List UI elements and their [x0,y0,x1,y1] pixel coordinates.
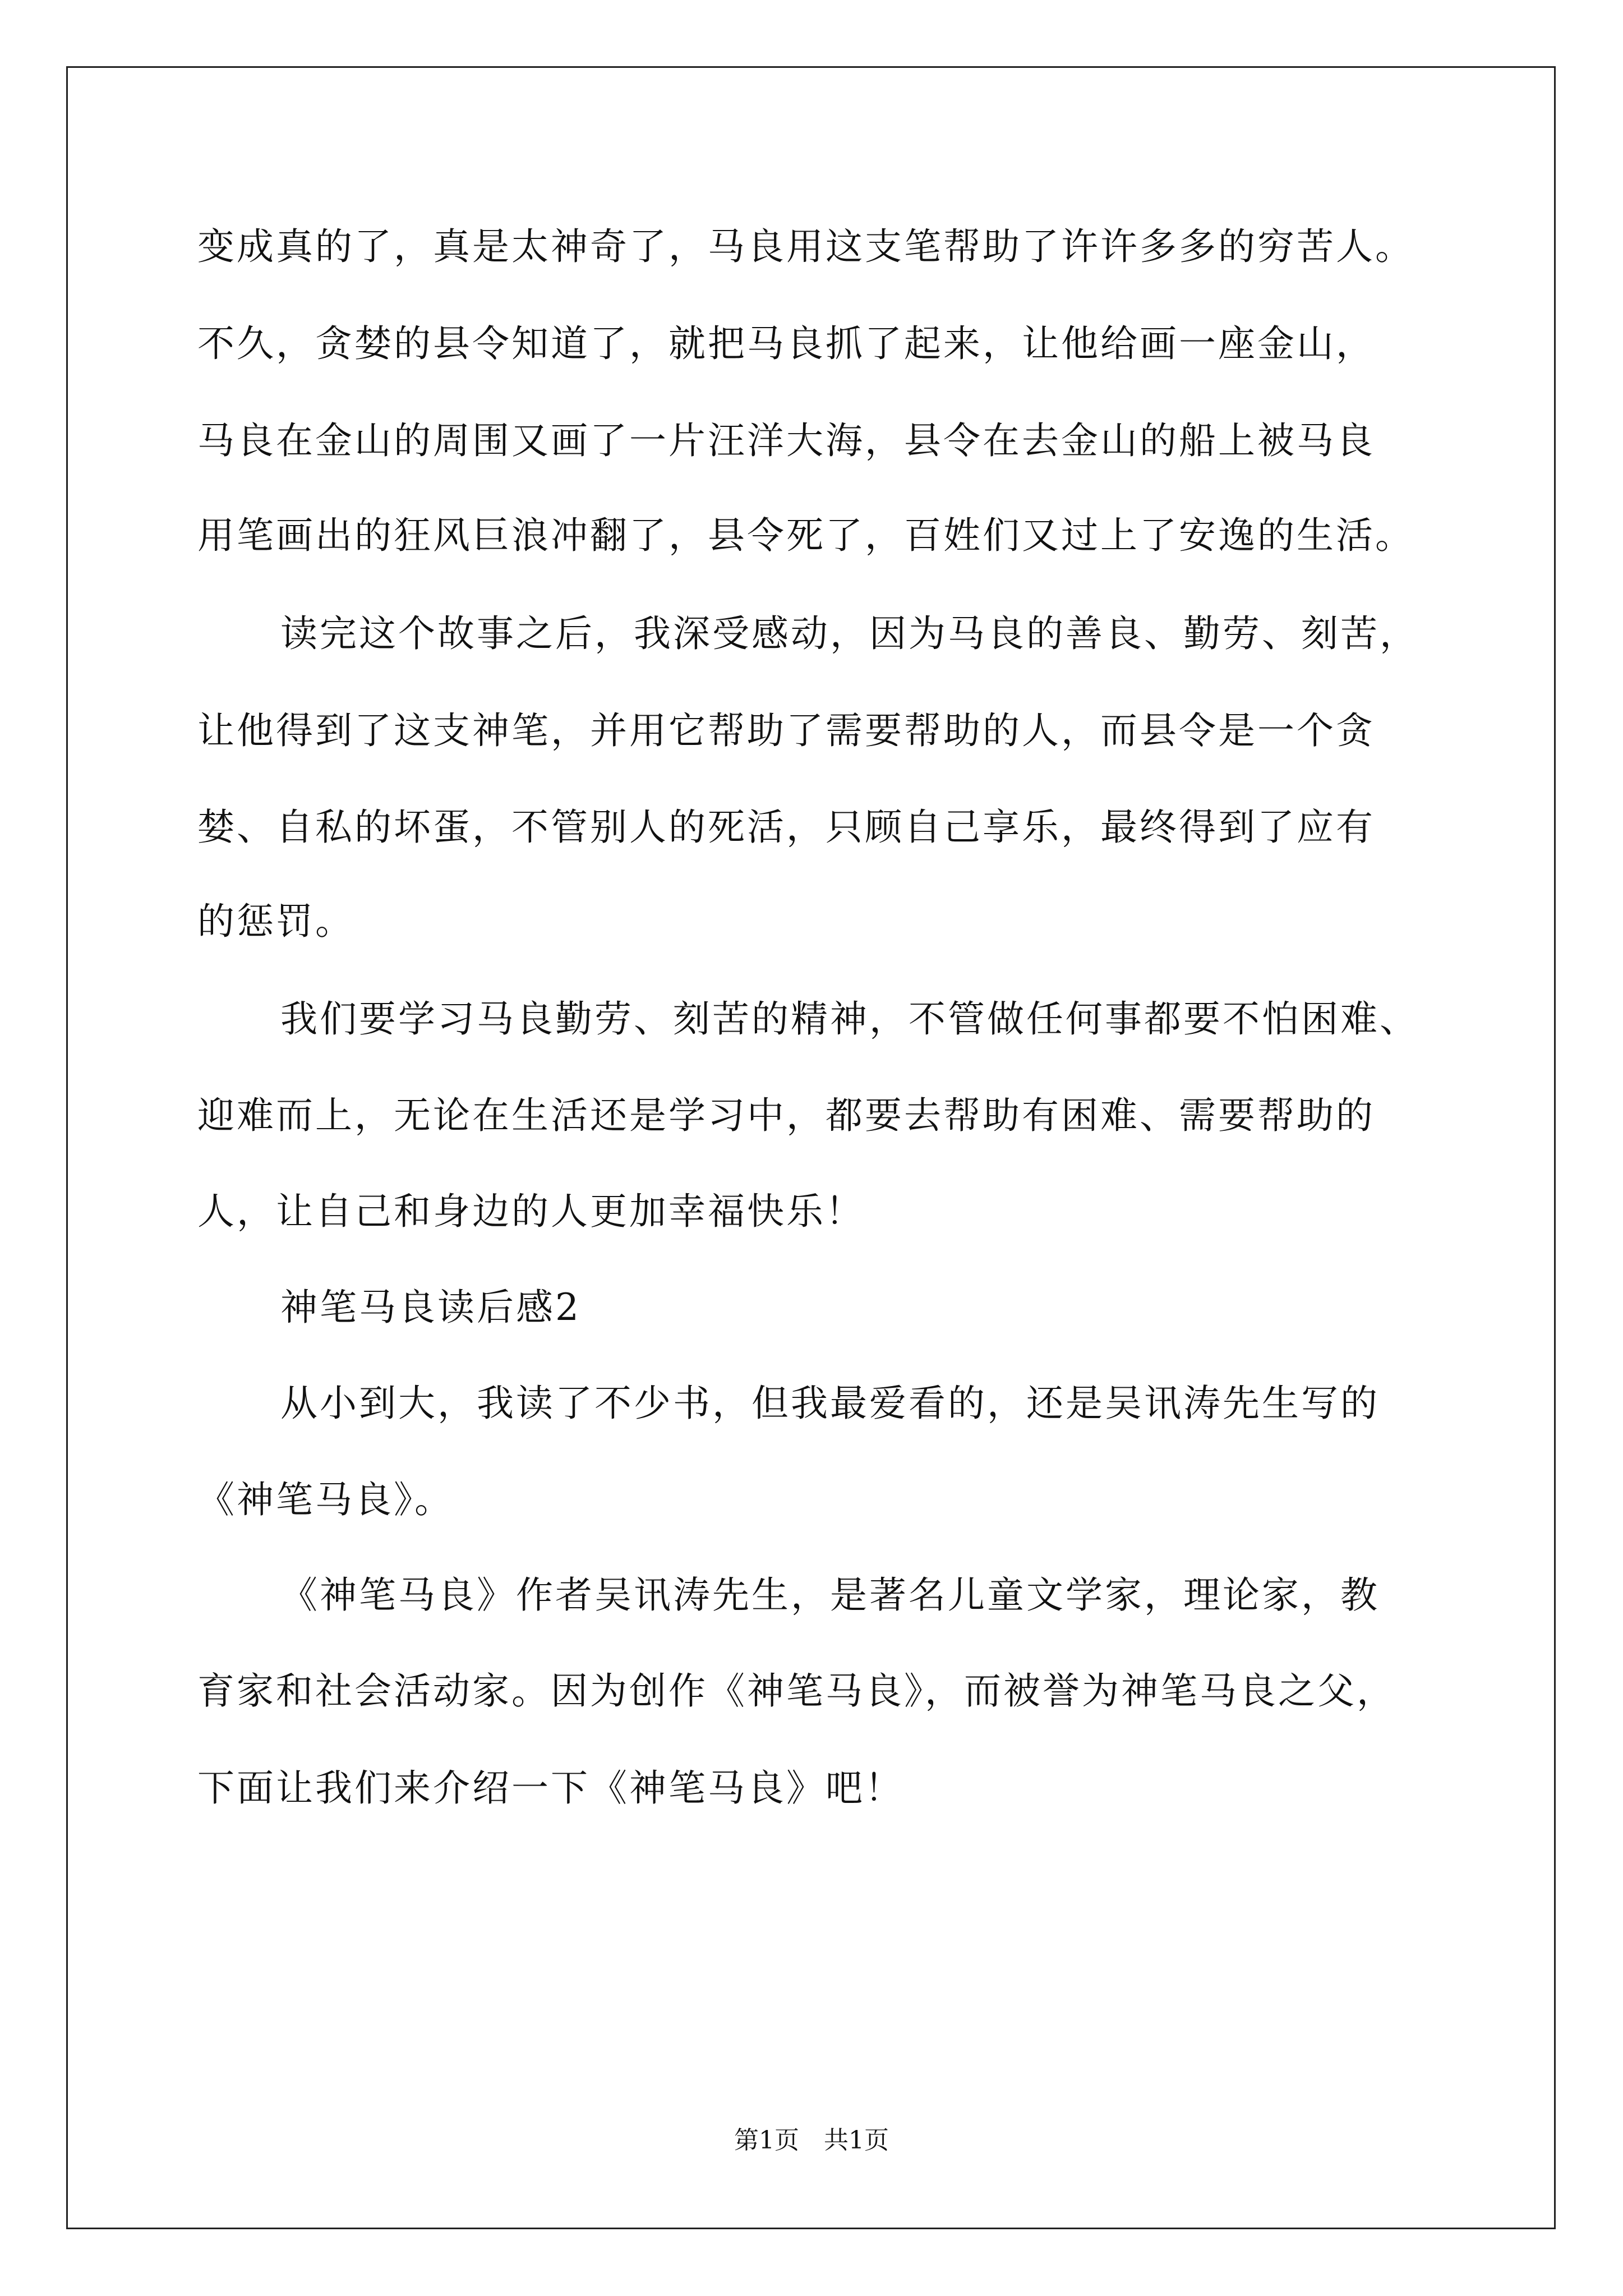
text-line: 婪、自私的坏蛋，不管别人的死活，只顾自己享乐，最终得到了应有 [197,806,1375,849]
text-line: 迎难而上，无论在生活还是学习中，都要去帮助有困难、需要帮助的 [197,1094,1375,1137]
text-line: 变成真的了，真是太神奇了，马良用这支笔帮助了许许多多的穷苦人。 [197,225,1414,268]
text-line: 马良在金山的周围又画了一片汪洋大海，县令在去金山的船上被马良 [197,419,1375,462]
page-border [66,66,1556,2229]
text-line: 下面让我们来介绍一下《神笔马良》吧！ [197,1766,904,1810]
text-line: 《神笔马良》。 [197,1478,454,1521]
text-line: 的惩罚。 [197,900,354,943]
text-line: 用笔画出的狂风巨浪冲翻了，县令死了，百姓们又过上了安逸的生活。 [197,514,1414,557]
text-line: 我们要学习马良勤劳、刻苦的精神，不管做任何事都要不怕困难、 [280,997,1419,1041]
text-line: 让他得到了这支神笔，并用它帮助了需要帮助的人，而县令是一个贪 [197,709,1375,752]
text-line: 《神笔马良》作者吴讯涛先生，是著名儿童文学家，理论家，教 [280,1573,1380,1617]
page-footer: 第1页 共1页 [734,2126,889,2155]
text-line: 育家和社会活动家。因为创作《神笔马良》，而被誉为神笔马良之父， [197,1669,1396,1713]
text-line: 从小到大，我读了不少书，但我最爱看的，还是吴讯涛先生写的 [280,1382,1380,1425]
text-line: 不久，贪婪的县令知道了，就把马良抓了起来，让他给画一座金山， [197,322,1375,365]
text-line: 人，让自己和身边的人更加幸福快乐！ [197,1190,865,1233]
section-heading: 神笔马良读后感2 [280,1286,581,1329]
text-line: 读完这个故事之后，我深受感动，因为马良的善良、勤劳、刻苦， [280,612,1419,655]
